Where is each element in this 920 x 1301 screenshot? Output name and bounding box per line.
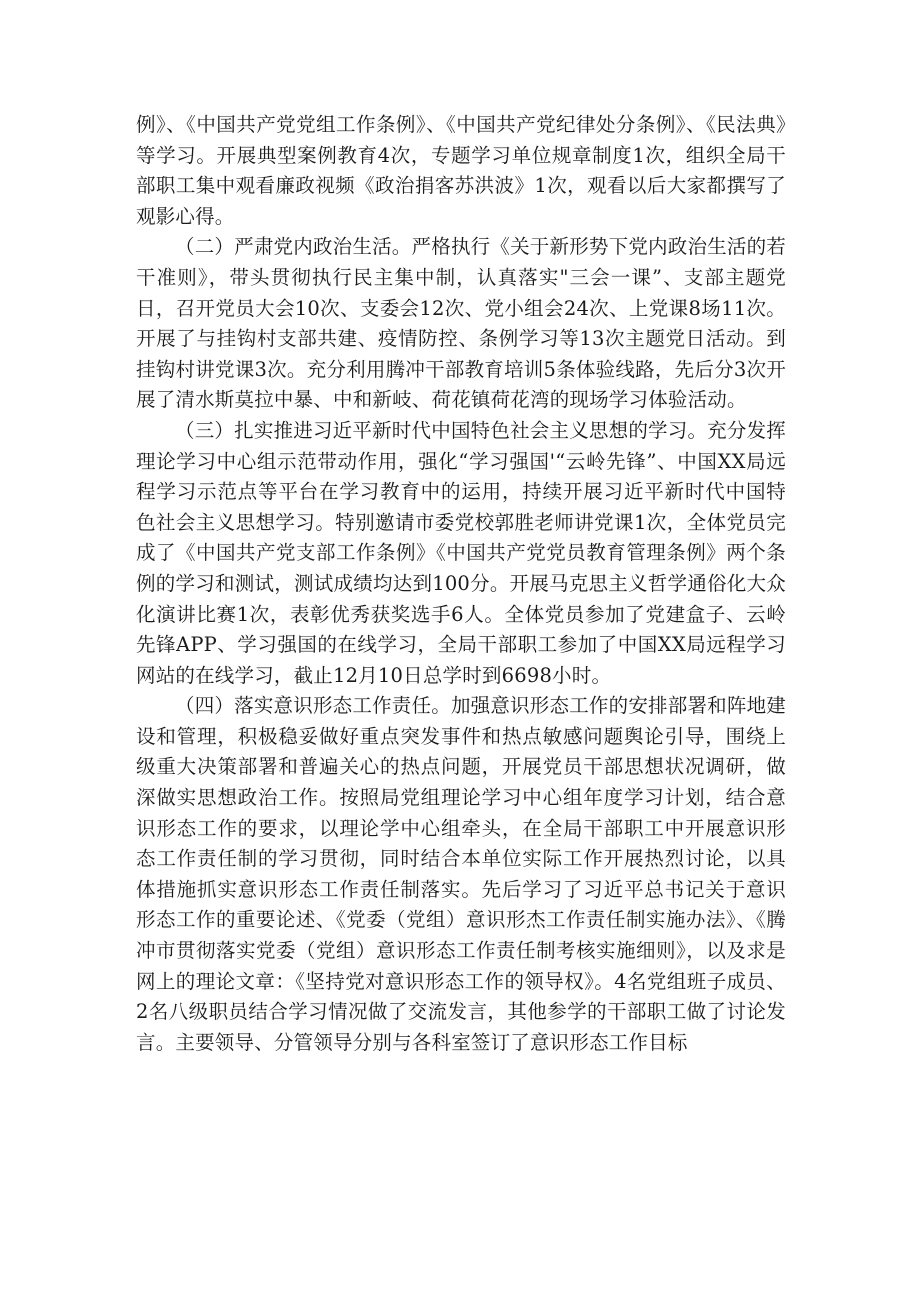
paragraph-ideology-responsibility: （四）落实意识形态工作责任。加强意识形态工作的安排部署和阵地建设和管理，积极稳妥做好重点突发事件和热点敏感问题舆论引导，围绕上级重大决策部署和普遍关心的热点问题，开展党员干部思想状况调研，做深做实思想政治工作。按照局党组理论学习中心组年度学习计划，结合意识形态工作的要求，以理论学中心组牵头，在全局干部职工中开展意识形态工作责任制的学习贯彻，同时结合本单位实际工作开展热烈讨论，以具体措施抓实意识形态工作责任制落实。先后学习了习近平总书记关于意识形态工作的重要论述、《党委（党组）意识形杰工作责任制实施办法》、《腾冲市贯彻落实党委（党组）意识形态工作责任制考核实施细则》，以及求是网上的理论文章：《坚持党对意识形态工作的领导权》。4名党组班子成员、2名八级职员结合学习情况做了交流发言，其他参学的干部职工做了讨论发言。主要领导、分管领导分别与各科室签订了意识形态工作目标 <box>136 694 786 1054</box>
document-page <box>136 110 786 1058</box>
paragraph-theory-study: （三）扎实推进习近平新时代中国特色社会主义思想的学习。充分发挥理论学习中心组示范带动作用，强化“学习强国'“云岭先锋”、中国XX局远程学习示范点等平台在学习教育中的运用，持续开展习近平新时代中国特色社会主义思想学习。特别邀请市委党校郭胜老师讲党课1次，全体党员完成了《中国共产党支部工作条例》《中国共产党党员教育管理条例》两个条例的学习和测试，测试成绩均达到100分。开展马克思主义哲学通俗化大众化演讲比赛1次，表彰优秀获奖选手6人。全体党员参加了党建盒子、云岭先锋APP、学习强国的在线学习，全局干部职工参加了中国XX局远程学习网站的在线学习，截止12月10日总学时到6698小时。 <box>136 418 786 687</box>
paragraph-continuation: 例》、《中国共产党党组工作条例》、《中国共产党纪律处分条例》、《民法典》等学习。开展典型案例教育4次，专题学习单位规章制度1次，组织全局干部职工集中观看廉政视频《政治捐客苏洪波》1次，观看以后大家都撰写了观影心得。 <box>136 113 786 228</box>
paragraph-party-life: （二）严肃党内政治生活。严格执行《关于新形势下党内政治生活的若干准则》，带头贯彻执行民主集中制，认真落实"三会一课”、支部主题党日，召开党员大会10次、支委会12次、党小组会24次、上党课8场11次。开展了与挂钩村支部共建、疫情防控、条例学习等13次主题党日活动。到挂钩村讲党课3次。充分利用腾冲干部教育培训5条体验线路，先后分3次开展了清水斯莫拉中暴、中和新岐、荷花镇荷花湾的现场学习体验活动。 <box>136 235 786 412</box>
